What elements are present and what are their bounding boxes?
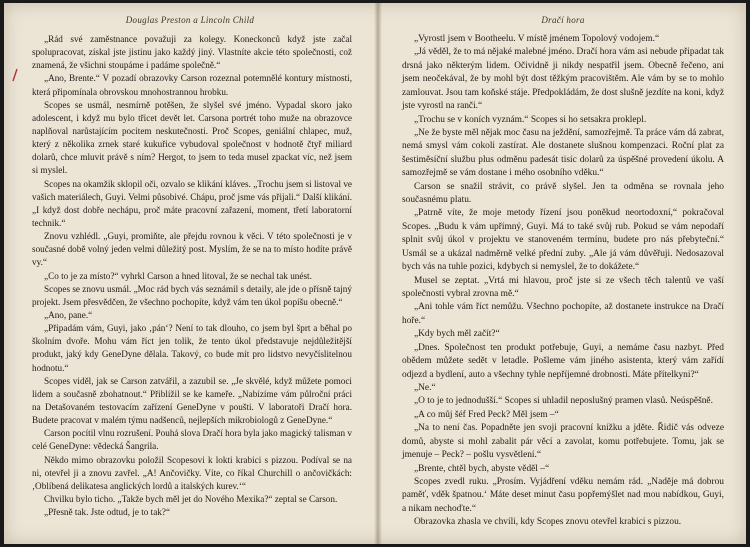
- paragraph: „Brente, chtěl bych, abyste věděl –“: [414, 463, 550, 474]
- paragraph: Carson se snažil strávit, co právě slyšel. Jen ta odměna se rovnala jeho současnému platu.: [402, 181, 724, 206]
- paragraph: „Já věděl, že to má nějaké malebné jméno. Dračí hora vám asi nebude připadat tak drsná jako některým lidem. Očividně ji nikdy nespatřil jsem. Obecně řečeno, ani jsem neočekával, že by mohl být dost těžkým pracovištěm. Ale vám by se to mohlo zamlouvat. Jsou tam koňské stáje. Předpokládám, že dost slušně jezdíte na koni, když jste vyrostl na ranči.“: [402, 47, 724, 112]
- paragraph: Chvilku bylo ticho. „Takže bych měl jet do Nového Mexika?“ zeptal se Carson.: [44, 493, 338, 504]
- paragraph: „A co můj šéf Fred Peck? Měl jsem –“: [414, 409, 559, 420]
- paragraph: „Patrně víte, že moje metody řízení jsou poněkud neortodoxní,“ pokračoval Scopes. „Budu k vám upřímný, Guyi. Má to také svůj rub. Pokud se vám nepodaří splnit svůj úkol v projektu ve stanoveném termínu, budete pro nás přebyteční.“ Usmál se a ukázal nadměrně velké přední zuby. „Ale já vám důvěřuji. Nedosazoval bych vás na tuhle pozici, kdybych si nemyslel, že to dokážete.“: [402, 208, 724, 273]
- left-page: [4, 3, 376, 544]
- paragraph: Někdo mimo obrazovku položil Scopesovi k lokti krabici s pizzou. Podíval se na ni, otevřel ji a znovu zavřel. „A! Ančovičky. Víte, co říkal Churchill o ančovičkách: ‚Oblíbená delikatesa anglických lordů a italských kurev.‘“: [32, 454, 352, 491]
- right-page-text: [402, 33, 724, 530]
- paragraph: „Přesně tak. Jste odtud, je to tak?“: [44, 507, 171, 518]
- paragraph: „Dnes. Společnost ten produkt potřebuje, Guyi, a nemáme času nazbyt. Před obědem můžete sedět v letadle. Pošleme vám jiného asistenta, který vám zařídí odjezd a bydlení, auto a všechny tyhle nepříjemné drobnosti. Máte přítelkyni?“: [402, 342, 724, 380]
- paragraph: „Ani tohle vám říct nemůžu. Všechno pochopíte, až dostanete instrukce na Dračí hoře.“: [402, 302, 724, 326]
- paragraph: Scopes zvedl ruku. „Prosím. Vyjádření vděku nemám rád. „Naděje má dobrou paměť, vděk špatnou.‘ Máte deset minut času popřemýšlet nad mou nabídkou, Guyi, a nikam nechoďte.“: [402, 476, 724, 514]
- left-running-header: Douglas Preston a Lincoln Child: [125, 15, 255, 25]
- paragraph: Znovu vzhlédl. „Guyi, promiňte, ale přejdu rovnou k věci. V této společnosti je v současné době volný jeden velmi důležitý post. Myslím, že se na to místo hodíte právě vy.“: [32, 231, 352, 268]
- paragraph: „Ne že byste měl nějak moc času na ježdění, samozřejmě. Ta práce vám dá zabrat, nemá smysl vám cokoli zastírat. Ale dostanete slušnou kompenzaci. Roční plat za šestiměsíční službu plus odměnu padesát tisíc dolarů za úspěšné provedení úkolu. A samozřejmě se vám dostane i mého osobního vděku.“: [402, 127, 724, 179]
- pen-mark-icon: [10, 67, 20, 83]
- paragraph: „Ano, pane.“: [44, 309, 93, 320]
- paragraph: Carson pocítil vlnu rozrušení. Pouhá slova Dračí hora byla jako magický talisman v celé GeneDyne: vědecká Šangrila.: [32, 428, 352, 452]
- left-page-text: [32, 33, 352, 519]
- right-page: [380, 3, 746, 544]
- paragraph: Scopes se znovu usmál. „Moc rád bych vás seznámil s detaily, ale jde o přísně tajný projekt. Jsem přesvědčen, že všechno pochopíte, když vám ten úkol popíšu obecně.“: [32, 283, 352, 307]
- paragraph: „Trochu se v koních vyznám.“ Scopes si ho setsakra proklepl.: [414, 114, 647, 125]
- paragraph: „Vyrostl jsem v Bootheelu. V místě jménem Topolový vodojem.“: [414, 34, 660, 44]
- paragraph: „Rád své zaměstnance považuji za kolegy. Koneckonců když jste začal spolupracovat, získal jste jistinu jako každý jiný. Vlastníte akcie této společnosti, což znamená, že všichni stoupáme i padáme společně.“: [32, 34, 352, 71]
- paragraph: „O to je to jednodušší.“ Scopes si uhladil neposlušný pramen vlasů. Neúspěšně.: [414, 396, 713, 407]
- paragraph: „Kdy bych měl začít?“: [414, 329, 500, 340]
- paragraph: Musel se zeptat. „Vrtá mi hlavou, proč jste si ze všech těch talentů ve vaší společnosti vybral zrovna mě.“: [402, 275, 724, 300]
- paragraph: Obrazovka zhasla ve chvíli, kdy Scopes znovu otevřel krabici s pizzou.: [414, 517, 682, 528]
- paragraph: Scopes se usmál, nesmírně potěšen, že slyšel své jméno. Vypadal skoro jako adolescent, i když mu bylo třicet devět let. Carsona portrét toho muže na obrazovce naplňoval narůstajícím pocitem neskutečnosti. Proč Scopes, geniální chlapec, muž, který z několika zrnek staré kukuřice vybudoval společnost v hodnotě čtyř miliard dolarů, chce mluvit právě s ním? Hergot, to jsem to teda musel zpackat víc, než jsem si myslel.: [32, 99, 352, 176]
- book-spread: [4, 3, 746, 544]
- right-running-header: Dračí hora: [541, 15, 585, 25]
- paragraph: Scopes na okamžik sklopil oči, ozvalo se klikání kláves. „Trochu jsem si listoval ve vašich materiálech, Guyi. Velmi působivé. Chápu, proč jsme vás přijali.“ Další klikání. „I když dost dobře nechápu, proč máte pracovní zařazení, moment, třetí laboratorní technik.“: [32, 178, 352, 228]
- paragraph: „Na to není čas. Popadněte jen svoji pracovní knížku a jděte. Řidič vás odveze domů, abyste si mohl zabalit pár věcí a zavolat, komu potřebujete. Tomu, jak se jmenuje – Peck? – pošlu vysvětlení.“: [402, 423, 724, 461]
- paragraph: „Ne.“: [414, 382, 436, 393]
- paragraph: „Připadám vám, Guyi, jako ‚pán‘? Není to tak dlouho, co jsem byl šprt a běhal po školním dvoře. Mohu vám říct jen tolik, že tento úkol představuje nejdůležitější produkt, jaký kdy GeneDyne dělala. Takový, co bude mít pro lidstvo nevyčíslitelnou hodnotu.“: [32, 323, 352, 373]
- paragraph: Scopes viděl, jak se Carson zatvářil, a zazubil se. „Je skvělé, když můžete pomoci lidem a současně zbohatnout.“ Přiblížil se ke kameře. „Nabízíme vám půlroční práci na Detašovaném testovacím zařízení GeneDyne v poušti. V laboratoři Dračí hora. Budete pracovat v malém týmu nadšenců, nejlepších mikrobiologů z GeneDyne.“: [32, 375, 352, 426]
- paragraph: „Co to je za místo?“ vyhrkl Carson a hned litoval, že se nechal tak unést.: [44, 270, 312, 281]
- paragraph: „Ano, Brente.“ V pozadí obrazovky Carson rozeznal potemnělé kontury místnosti, která připomínala obrovskou mnohostrannou hrobku.: [32, 73, 352, 97]
